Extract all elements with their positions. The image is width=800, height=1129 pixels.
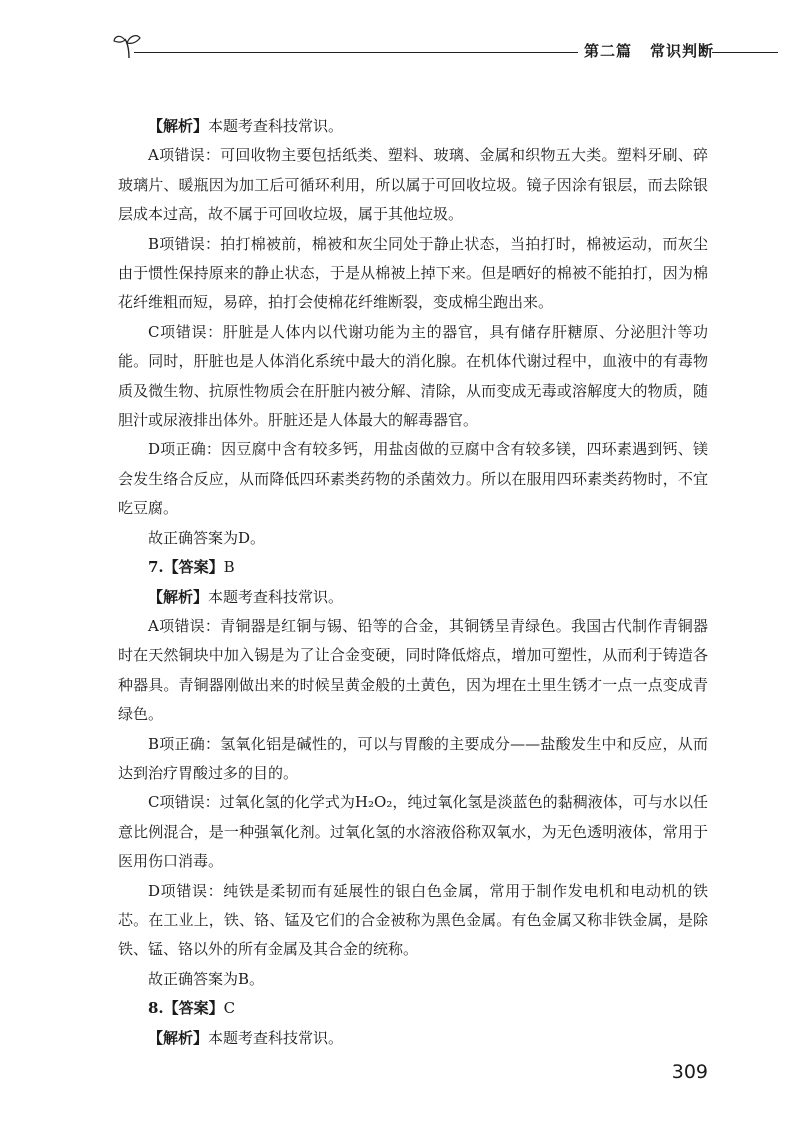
paragraph-text: 故正确答案为D。 <box>148 528 266 547</box>
paragraph-text: C项错误：过氧化氢的化学式为H₂O₂，纯过氧化氢是淡蓝色的黏稠液体，可与水以任意比例混合，是一种强氧化剂。过氧化氢的水溶液俗称双氧水，为无色透明液体，常用于医用伤口消毒。 <box>118 793 708 871</box>
running-header <box>112 30 778 66</box>
paragraph <box>118 553 708 582</box>
paragraph-text: D项正确：因豆腐中含有较多钙，用盐卤做的豆腐中含有较多镁，四环素遇到钙、镁会发生络合反应，从而降低四环素类药物的杀菌效力。所以在服用四环素类药物时，不宜吃豆腐。 <box>118 440 708 518</box>
paragraph-text: 本题考查科技常识。 <box>208 587 344 606</box>
paragraph <box>118 230 708 318</box>
paragraph <box>118 318 708 436</box>
paragraph-text: 本题考查科技常识。 <box>208 1028 344 1047</box>
paragraph <box>118 730 708 789</box>
header-rule-right <box>712 52 778 53</box>
paragraph-text: D项错误：纯铁是柔韧而有延展性的银白色金属，常用于制作发电机和电动机的铁芯。在工业上，铁、铬、锰及它们的合金被称为黑色金属。有色金属又称非铁金属，是除铁、锰、铬以外的所有金属及其合金的统称。 <box>118 881 708 959</box>
paragraph <box>118 112 708 141</box>
paragraph <box>118 877 708 965</box>
header-section: 常识判断 <box>650 42 715 60</box>
paragraph-text: C项错误：肝脏是人体内以代谢功能为主的器官，具有储存肝糖原、分泌胆汁等功能。同时，肝脏也是人体消化系统中最大的消化腺。在机体代谢过程中，血液中的有毒物质及微生物、抗原性物质会在肝脏内被分解、清除，从而变成无毒或溶解度大的物质，随胆汁或尿液排出体外。肝脏还是人体最大的解毒器官。 <box>118 322 708 430</box>
paragraph <box>118 788 708 876</box>
page-body <box>118 112 708 1053</box>
paragraph-text: B <box>223 558 235 577</box>
paragraph-text: A项错误：可回收物主要包括纸类、塑料、玻璃、金属和织物五大类。塑料牙刷、碎玻璃片、暖瓶因为加工后可循环利用，所以属于可回收垃圾。镜子因涂有银层，而去除银层成本过高，故不属于可回收垃圾，属于其他垃圾。 <box>118 146 708 224</box>
paragraph-lead: 8.【答案】 <box>148 999 224 1018</box>
paragraph-text: B项错误：拍打棉被前，棉被和灰尘同处于静止状态，当拍打时，棉被运动，而灰尘由于惯性保持原来的静止状态，于是从棉被上掉下来。但是晒好的棉被不能拍打，因为棉花纤维粗而短，易碎，拍打会使棉花纤维断裂，变成棉尘跑出来。 <box>118 234 708 312</box>
paragraph-text: 故正确答案为B。 <box>148 969 265 988</box>
paragraph-text: C <box>223 999 236 1018</box>
paragraph <box>118 435 708 523</box>
paragraph <box>118 1024 708 1053</box>
sprout-icon <box>112 30 146 60</box>
paragraph-lead: 7.【答案】 <box>148 558 224 577</box>
paragraph <box>118 141 708 229</box>
paragraph-text: B项正确：氢氧化铝是碱性的，可以与胃酸的主要成分——盐酸发生中和反应，从而达到治疗胃酸过多的目的。 <box>118 734 708 782</box>
paragraph <box>118 965 708 994</box>
paragraph <box>118 612 708 730</box>
paragraph-lead: 【解析】 <box>148 117 209 135</box>
paragraph-lead: 【解析】 <box>148 587 209 606</box>
header-rule-left <box>134 52 578 53</box>
paragraph <box>118 994 708 1023</box>
header-part: 第二篇 <box>584 42 633 60</box>
paragraph-lead: 【解析】 <box>148 1028 209 1047</box>
paragraph <box>118 583 708 612</box>
header-title <box>584 40 714 61</box>
paragraph <box>118 524 708 553</box>
paragraph-text: A项错误：青铜器是红铜与锡、铅等的合金，其铜锈呈青绿色。我国古代制作青铜器时在天然铜块中加入锡是为了让合金变硬，同时降低熔点，增加可塑性，从而利于铸造各种器具。青铜器刚做出来的时候呈黄金般的土黄色，因为埋在土里生锈才一点一点变成青绿色。 <box>118 616 708 724</box>
page-number: 309 <box>671 1061 708 1083</box>
paragraph-text: 本题考查科技常识。 <box>208 117 344 135</box>
